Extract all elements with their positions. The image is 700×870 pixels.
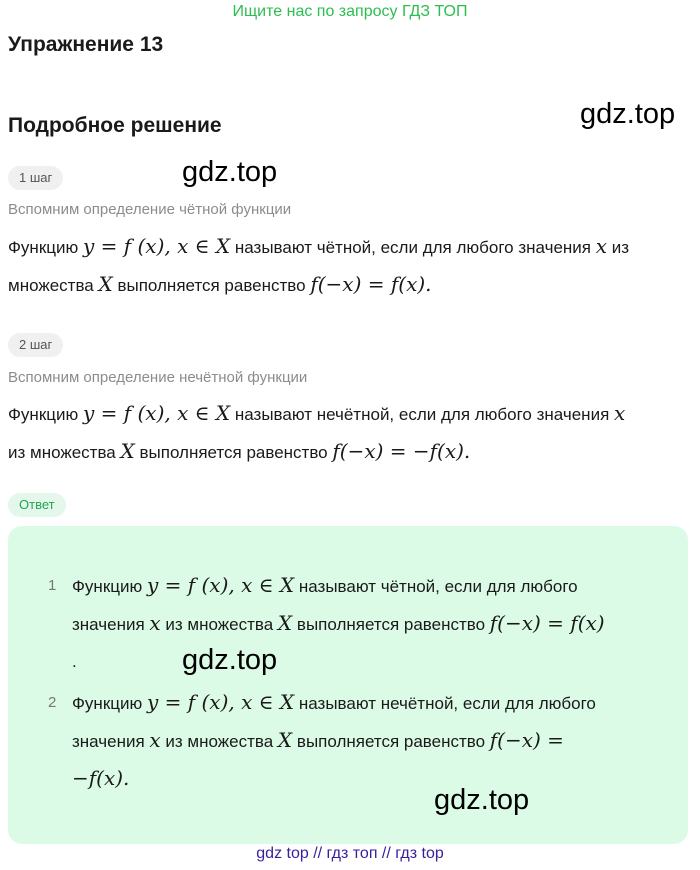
text-segment: выполняется равенство: [296, 732, 486, 751]
text-segment: называют нечётной, если для любого значения: [234, 405, 610, 424]
math-formula: X: [277, 728, 293, 752]
text-segment: из множества: [165, 732, 274, 751]
text-segment: значения: [72, 615, 145, 634]
text-segment: выполняется равенство: [139, 443, 328, 462]
step-badge: 1 шаг: [8, 166, 63, 190]
text-segment: называют нечётной, если для любого: [298, 694, 596, 713]
watermark: gdz.top: [434, 784, 530, 816]
step-text: [8, 395, 688, 471]
text-segment: выполняется равенство: [117, 276, 306, 295]
footer-links[interactable]: gdz top // гдз топ // гдз top: [256, 845, 444, 862]
watermark: gdz.top: [182, 644, 278, 676]
text-segment: множества: [8, 276, 94, 295]
math-formula: X: [277, 611, 293, 635]
text-segment: называют чётной, если для любого значения: [234, 238, 591, 257]
math-formula: X: [98, 272, 113, 296]
answer-text: [72, 684, 672, 798]
math-formula: y = f (x), x ∈ X: [82, 401, 231, 425]
section-title: Подробное решение: [8, 114, 222, 137]
text-segment: из множества: [165, 615, 274, 634]
answer-badge: Ответ: [8, 493, 66, 517]
math-formula: X: [120, 439, 135, 463]
math-formula: x: [149, 728, 161, 752]
watermark: gdz.top: [580, 98, 676, 130]
math-formula: x: [614, 401, 626, 425]
text-segment: Функцию: [8, 405, 79, 424]
watermark: gdz.top: [182, 156, 278, 188]
page-title: Упражнение 13: [8, 33, 164, 56]
math-formula: f(−x) = f(x): [489, 611, 605, 635]
promo-banner[interactable]: Ищите нас по запросу ГДЗ ТОП: [232, 3, 468, 20]
math-formula: y = f (x), x ∈ X: [146, 573, 295, 597]
math-formula: y = f (x), x ∈ X: [146, 690, 295, 714]
step-text: [8, 228, 688, 304]
text-segment: выполняется равенство: [296, 615, 486, 634]
step-hint: Вспомним определение чётной функции: [8, 201, 292, 218]
text-segment: Функцию: [8, 238, 79, 257]
math-formula: x: [595, 234, 608, 258]
text-segment: Функцию: [72, 694, 143, 713]
text-segment: из множества: [8, 443, 116, 462]
math-formula: f(−x) =: [489, 728, 564, 752]
text-segment: из: [611, 238, 630, 257]
text-segment: Функцию: [72, 577, 143, 596]
list-number: 2: [48, 694, 57, 711]
math-formula: −f(x).: [72, 766, 130, 790]
step-hint: Вспомним определение нечётной функции: [8, 369, 308, 386]
answer-box: [8, 526, 688, 844]
text-segment: .: [72, 652, 77, 671]
math-formula: x: [149, 611, 161, 635]
math-formula: f(−x) = −f(x).: [332, 439, 471, 463]
math-formula: y = f (x), x ∈ X: [82, 234, 231, 258]
text-segment: называют чётной, если для любого: [298, 577, 578, 596]
step-badge: 2 шаг: [8, 333, 63, 357]
list-number: 1: [48, 577, 57, 594]
math-formula: f(−x) = f(x).: [310, 272, 432, 296]
answer-text: [72, 567, 672, 680]
text-segment: значения: [72, 732, 145, 751]
